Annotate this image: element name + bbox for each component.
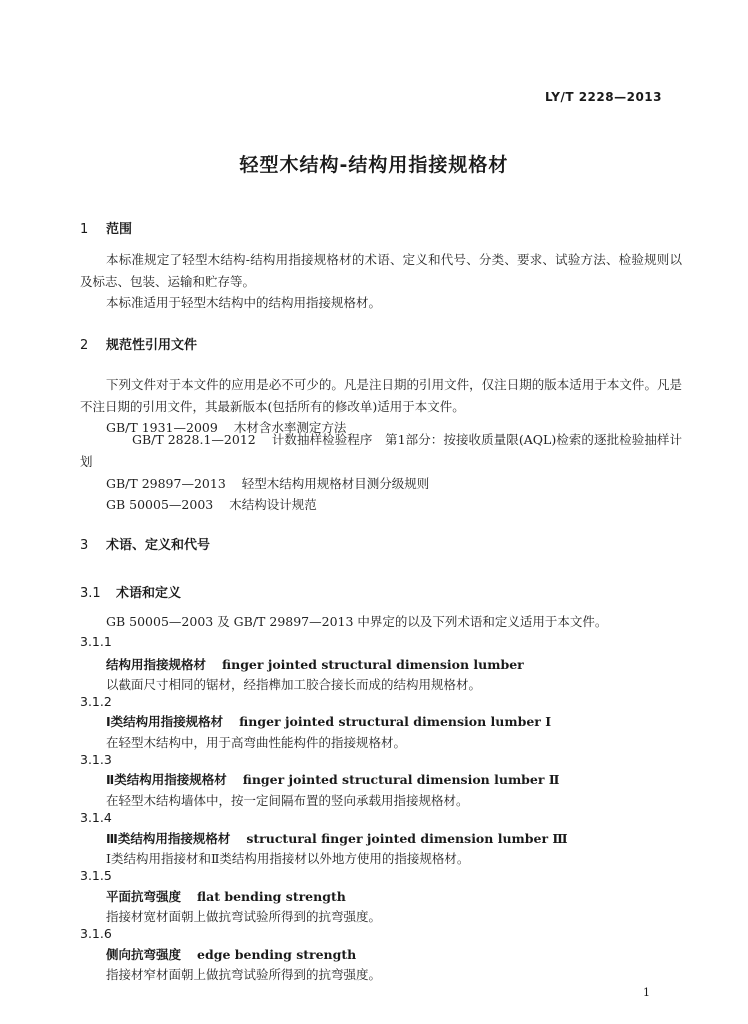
- normative-reference: [106, 474, 429, 492]
- term-heading: [106, 829, 568, 847]
- term-chinese: Ⅲ类结构用指接规格材: [106, 831, 231, 846]
- section-title: 术语、定义和代号: [106, 538, 211, 553]
- standard-number: LY/T 2228—2013: [544, 90, 662, 104]
- section-number: 2: [80, 338, 89, 353]
- reference-name: 木材含水率测定方法: [233, 420, 347, 435]
- term-english: edge bending strength: [197, 947, 357, 962]
- reference-code: GB 50005—2003: [106, 497, 214, 512]
- term-chinese: 侧向抗弯强度: [106, 947, 182, 962]
- term-definition: 在轻型木结构中，用于高弯曲性能构件的指接规格材。: [106, 735, 407, 750]
- term-heading: [106, 887, 346, 905]
- term-definition: 指接材窄材面朝上做抗弯试验所得到的抗弯强度。: [106, 967, 382, 982]
- term-english: finger jointed structural dimension lumber: [222, 657, 524, 672]
- reference-name: 轻型木结构用规格材目测分级规则: [241, 476, 430, 491]
- term-english: structural finger jointed dimension lumber Ⅲ: [246, 831, 568, 846]
- subsection-3-1-heading: [80, 582, 181, 601]
- term-definition: 指接材宽材面朝上做抗弯试验所得到的抗弯强度。: [106, 909, 382, 924]
- normative-reference: [80, 429, 682, 473]
- reference-code: GB/T 2828.1—2012: [132, 432, 256, 447]
- section-title: 规范性引用文件: [106, 338, 198, 353]
- term-definition: Ⅰ类结构用指接材和Ⅱ类结构用指接材以外地方使用的指接规格材。: [106, 851, 470, 866]
- term-english: finger jointed structural dimension lumber Ⅰ: [239, 714, 552, 729]
- term-definition: 以截面尺寸相同的锯材，经指榫加工胶合接长而成的结构用规格材。: [106, 677, 482, 692]
- section-1-heading: [80, 218, 132, 237]
- term-heading: [106, 945, 356, 963]
- section-2-paragraph-1: 下列文件对于本文件的应用是必不可少的。凡是注日期的引用文件，仅注日期的版本适用于本文件。凡是不注日期的引用文件，其最新版本(包括所有的修改单)适用于本文件。: [80, 377, 682, 414]
- subsection-number: 3.1: [80, 586, 101, 601]
- reference-name: 木结构设计规范: [229, 497, 317, 512]
- section-title: 范围: [106, 222, 133, 237]
- page-number: 1: [643, 986, 650, 999]
- term-definition: 在轻型木结构墙体中，按一定间隔布置的竖向承载用指接规格材。: [106, 793, 469, 808]
- section-number: 3: [80, 538, 89, 553]
- term-number: 3.1.6: [80, 926, 112, 941]
- term-number: 3.1.5: [80, 868, 112, 883]
- term-number: 3.1.2: [80, 694, 112, 709]
- term-heading: [106, 770, 559, 788]
- term-chinese: 平面抗弯强度: [106, 889, 182, 904]
- term-heading: [106, 712, 551, 730]
- term-chinese: Ⅰ类结构用指接规格材: [106, 714, 224, 729]
- normative-reference: [106, 495, 317, 513]
- term-english: finger jointed structural dimension lumber Ⅱ: [242, 772, 560, 787]
- reference-code: GB/T 1931—2009: [106, 420, 218, 435]
- reference-name: 计数抽样检验程序 第1部分：按接收质量限(AQL)检索的逐批检验抽样计划: [80, 432, 682, 469]
- reference-code: GB/T 29897—2013: [106, 476, 226, 491]
- section-2-heading: [80, 334, 197, 353]
- term-number: 3.1.1: [80, 634, 112, 649]
- document-title: 轻型木结构-结构用指接规格材: [239, 154, 509, 176]
- section-1-paragraph-1: 本标准规定了轻型木结构-结构用指接规格材的术语、定义和代号、分类、要求、试验方法、检验规则以及标志、包装、运输和贮存等。: [80, 252, 682, 289]
- term-chinese: Ⅱ类结构用指接规格材: [106, 772, 227, 787]
- term-english: flat bending strength: [197, 889, 346, 904]
- section-number: 1: [80, 222, 89, 237]
- term-number: 3.1.4: [80, 810, 112, 825]
- term-heading: [106, 655, 524, 673]
- section-1-paragraph-2: 本标准适用于轻型木结构中的结构用指接规格材。: [106, 295, 382, 310]
- term-number: 3.1.3: [80, 752, 112, 767]
- section-3-heading: [80, 534, 210, 553]
- term-chinese: 结构用指接规格材: [106, 657, 207, 672]
- terms-intro: GB 50005—2003 及 GB/T 29897—2013 中界定的以及下列术语和定义适用于本文件。: [106, 614, 608, 629]
- subsection-title: 术语和定义: [116, 586, 182, 601]
